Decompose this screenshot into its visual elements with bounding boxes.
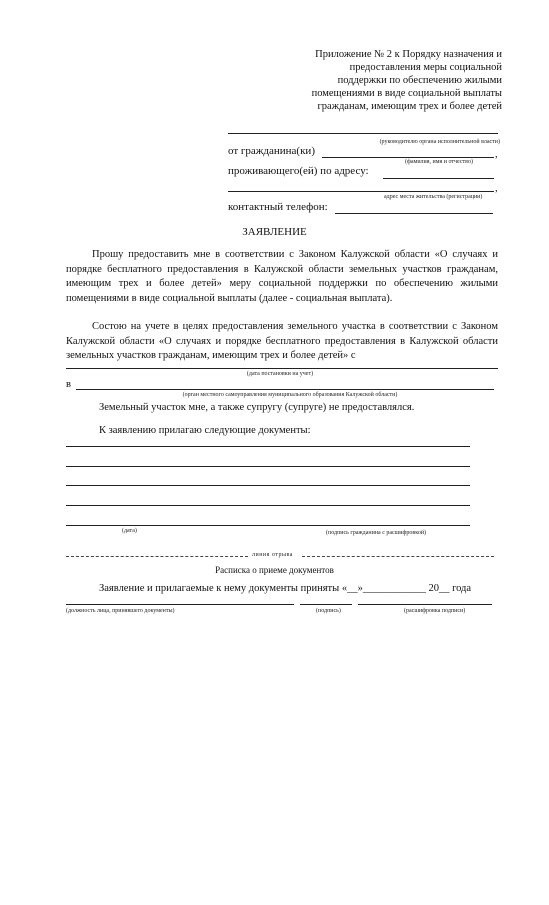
authority-field[interactable] <box>228 133 498 134</box>
phone-label: контактный телефон: <box>228 201 328 213</box>
header-line: предоставления меры социальной <box>349 62 502 73</box>
municipality-caption: (орган местного самоуправления муниципального образования Калужской области) <box>182 392 398 398</box>
residing-label: проживающего(ей) по адресу: <box>228 165 369 177</box>
from-label: от гражданина(ки) <box>228 145 315 157</box>
attachments-label: К заявлению прилагаю следующие документы: <box>99 425 311 436</box>
request-text: Прошу предоставить мне в соответствии с Законом Калужской области «О случаях и порядке бесплатного предоставления в Калужской области земельных участков гражданам, имеющим трех и более детей» меру социальной поддержки по обеспечению жилыми помещениями в виде социальной выплаты (далее - социальная выплата). <box>66 249 498 304</box>
comma: , <box>495 149 498 160</box>
position-caption: (должность лица, принявшего документы) <box>66 608 175 614</box>
cutoff-label: линия отрыва <box>252 552 293 558</box>
receipt-signature-field[interactable] <box>300 604 352 605</box>
comma: , <box>495 183 498 194</box>
registration-text: Состою на учете в целях предоставления земельного участка в соответствии с Законом Калужской области «О случаях и порядке бесплатного предоставления в Калужской области земельных участков гражданам, имеющим трех и более детей» с <box>66 321 498 361</box>
registration-date-field[interactable] <box>66 368 498 369</box>
receipt-text: Заявление и прилагаемые к нему документы приняты «__»____________ 20__ года <box>99 583 472 594</box>
decode-caption: (расшифровка подписи) <box>404 608 466 614</box>
v-label: в <box>66 379 71 390</box>
attachment-line-3[interactable] <box>66 485 470 486</box>
receipt-signature-caption: (подпись) <box>316 608 341 614</box>
fio-field[interactable] <box>322 157 494 158</box>
address-caption: адрес места жительства (регистрации) <box>384 194 483 200</box>
land-statement: Земельный участок мне, а также супругу (супруге) не предоставлялся. <box>99 402 415 413</box>
cutoff-line-left <box>66 556 248 557</box>
registration-paragraph <box>66 320 498 364</box>
address-field-1[interactable] <box>383 178 494 179</box>
position-field[interactable] <box>66 604 294 605</box>
attachment-line-5[interactable] <box>66 525 470 526</box>
decode-field[interactable] <box>358 604 492 605</box>
date-sign-caption: (дата) <box>122 528 137 534</box>
fio-caption: (фамилия, имя и отчество) <box>405 159 473 165</box>
header-line: помещениями в виде социальной выплаты <box>311 88 502 99</box>
document-title: ЗАЯВЛЕНИЕ <box>242 226 307 238</box>
attachment-line-1[interactable] <box>66 446 470 447</box>
attachment-line-2[interactable] <box>66 466 470 467</box>
authority-caption: (руководителю органа исполнительной власти) <box>379 139 500 145</box>
municipality-field[interactable] <box>76 389 494 390</box>
receipt-title: Расписка о приеме документов <box>215 565 334 575</box>
address-field-2[interactable] <box>228 191 494 192</box>
header-line: гражданам, имеющим трех и более детей <box>317 101 502 112</box>
signature-caption: (подпись гражданина с расшифровкой) <box>326 530 427 536</box>
appendix-header <box>290 48 502 113</box>
header-line: Приложение № 2 к Порядку назначения и <box>315 49 502 60</box>
phone-field[interactable] <box>335 213 493 214</box>
header-line: поддержки по обеспечению жилыми <box>337 75 502 86</box>
cutoff-line-right <box>302 556 494 557</box>
attachment-line-4[interactable] <box>66 505 470 506</box>
date-caption: (дата постановки на учет) <box>246 371 314 377</box>
request-paragraph <box>66 248 498 306</box>
